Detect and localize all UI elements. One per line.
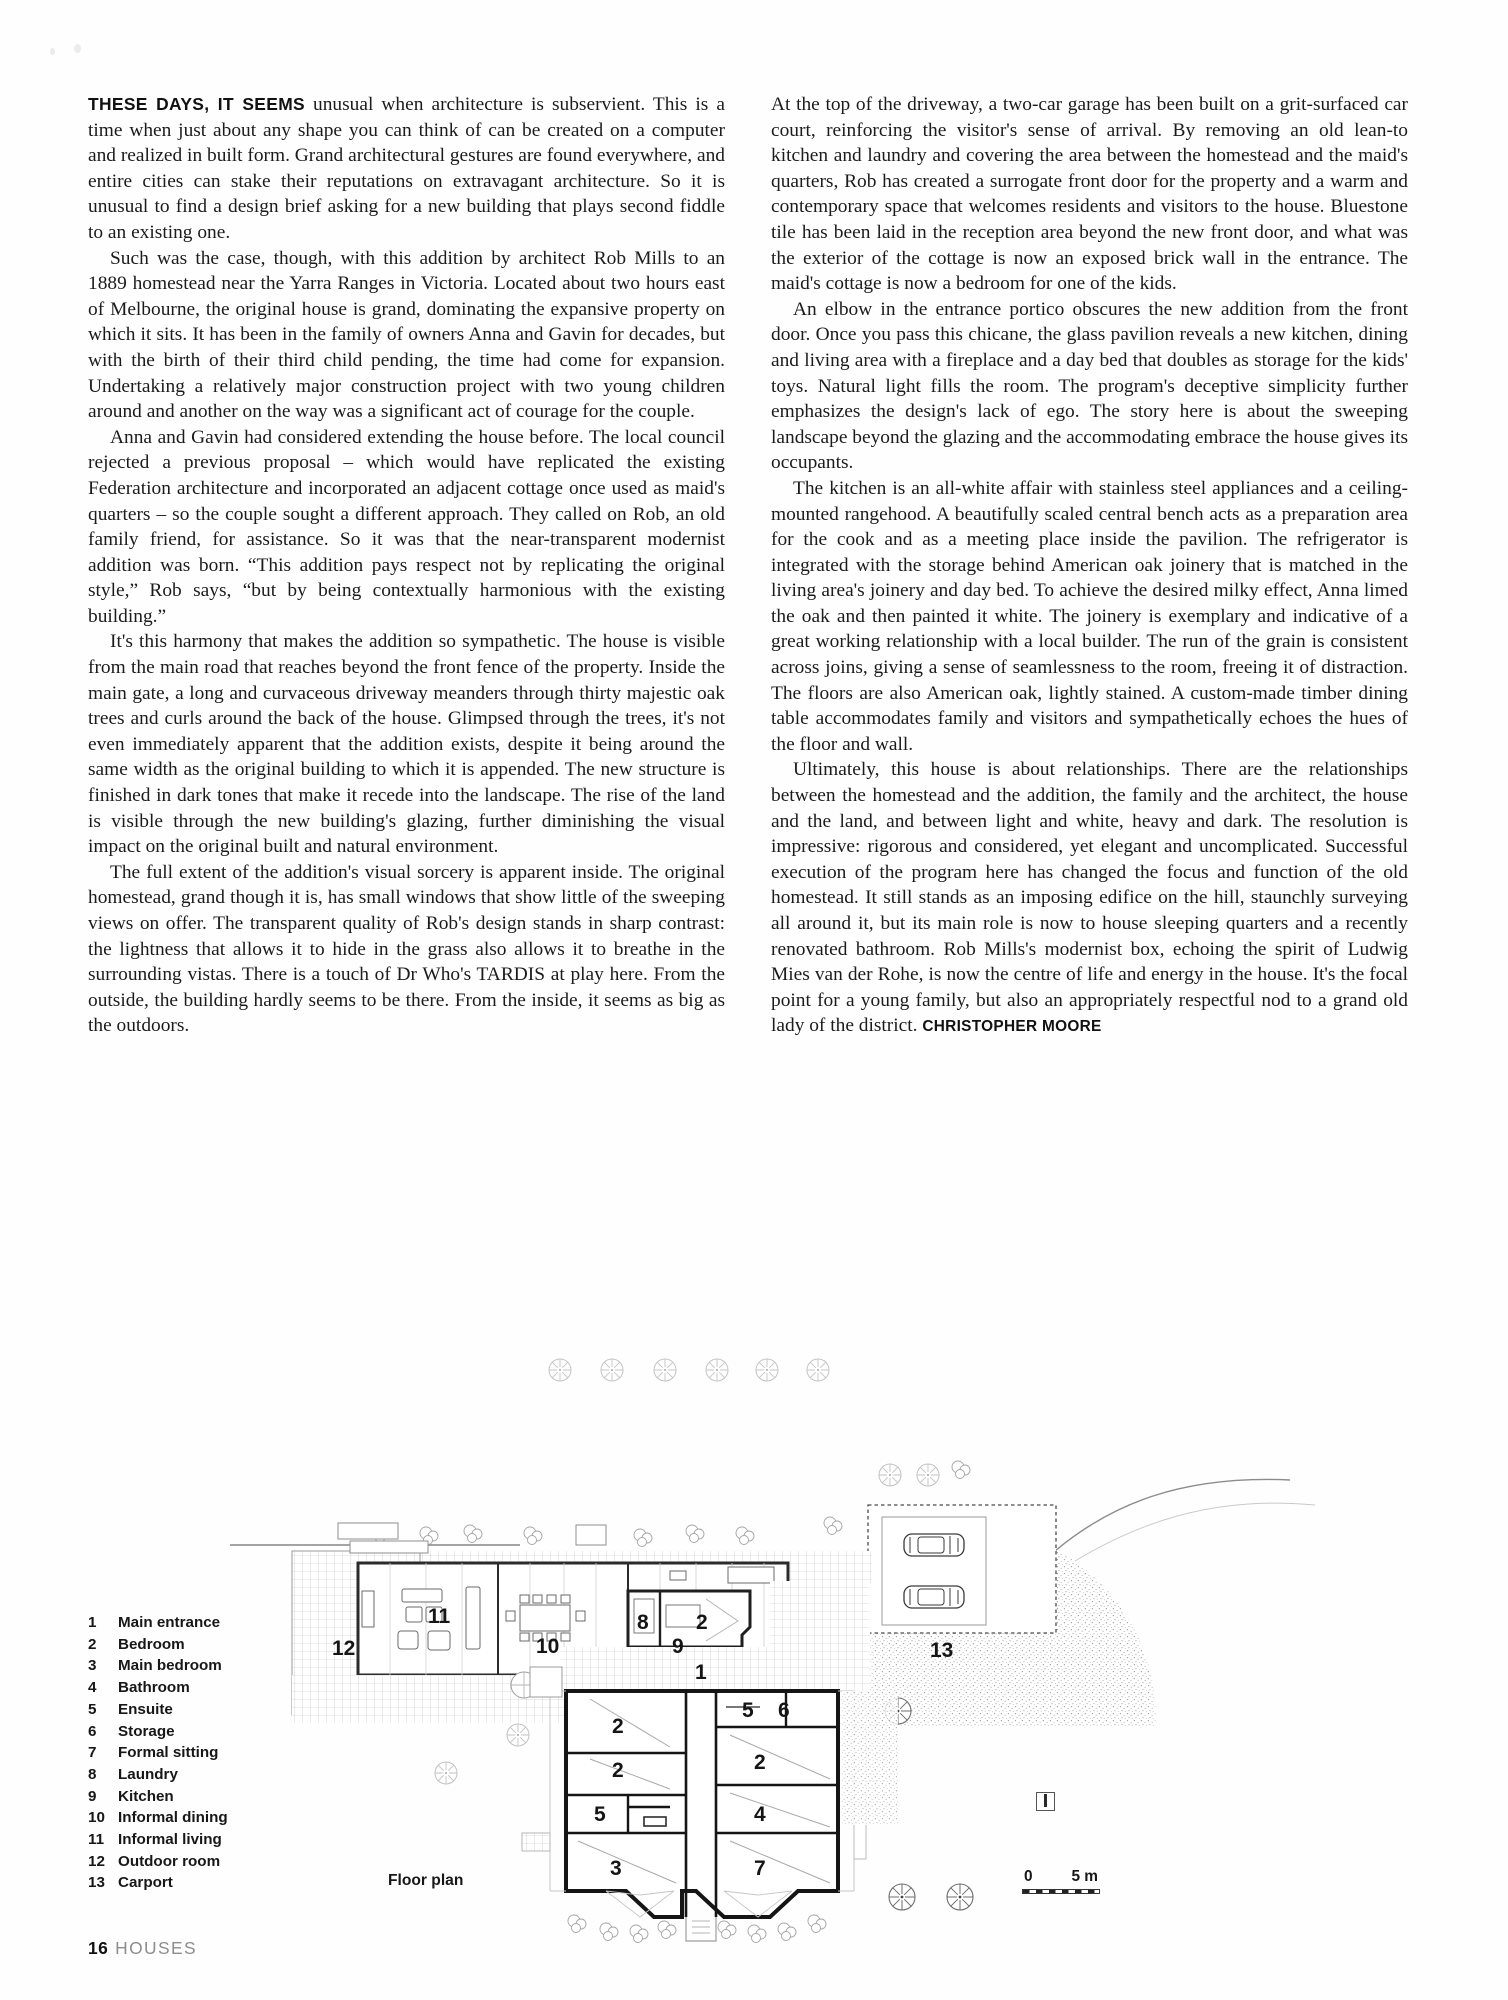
- legend-number: 4: [88, 1679, 97, 1697]
- legend-item: [88, 1742, 228, 1764]
- magazine-name: HOUSES: [115, 1938, 197, 1958]
- legend-item: [88, 1786, 228, 1808]
- legend-label: Main entrance: [118, 1614, 221, 1631]
- legend-number: 5: [88, 1700, 97, 1718]
- plan-label-2a: 2: [696, 1611, 708, 1634]
- plan-label-9: 9: [672, 1635, 684, 1658]
- legend-item: [88, 1721, 228, 1743]
- plan-label-4: 4: [754, 1803, 766, 1826]
- paragraph-text: Ultimately, this house is about relationships. There are the relationships between the homestead and the addition, the family and the architect, the house and the land, and between light and white, heavy and dark. The resolution is impressive: rigorous and considered, yet elegant and uncomplicated. Successful execution of the program here has changed the focus and function of the old homestead. It still stands as an imposing edifice on the hill, staunchly surveying all around it, but its main role is now to house sleeping quarters and a recently renovated bathroom. Rob Mills's modernist box, echoing the spirit of Ludwig Mies van der Rohe, is now the centre of life and energy in the house. It's the focal point for a young family, but also an appropriately respectful nod to a grand old lady of the district.: [771, 759, 1408, 1037]
- legend-number: 9: [88, 1787, 97, 1805]
- legend-label: Ensuite: [118, 1700, 173, 1718]
- plan-label-7: 7: [754, 1857, 766, 1880]
- garage-block: [868, 1505, 1056, 1633]
- author-byline: CHRISTOPHER MOORE: [922, 1018, 1102, 1036]
- legend-label: Laundry: [118, 1765, 178, 1783]
- text-column-right: [771, 92, 1408, 1040]
- legend-number: 7: [88, 1744, 97, 1762]
- plan-label-5b: 5: [742, 1699, 754, 1722]
- legend-number: 13: [88, 1874, 105, 1892]
- legend-number: 3: [88, 1657, 97, 1675]
- east-path: [842, 1691, 898, 1825]
- scale-bar-graphic: [1022, 1889, 1100, 1894]
- plan-caption: Floor plan: [388, 1872, 464, 1889]
- floor-plan-drawing: [230, 1355, 1410, 1955]
- plan-label-2d: 2: [754, 1751, 766, 1774]
- plan-label-10: 10: [536, 1635, 560, 1658]
- page-footer: [88, 1938, 197, 1959]
- garden-shrubs: [568, 1915, 826, 1943]
- plan-label-1: 1: [695, 1661, 707, 1684]
- driveway-edge: [1075, 1503, 1315, 1561]
- homestead-block: [522, 1691, 866, 1941]
- paragraph: Such was the case, though, with this addition by architect Rob Mills to an 1889 homestead near the Yarra Ranges in Victoria. Located about two hours east of Melbourne, the original house is grand, dominating the expansive property on which it sits. It has been in the family of owners Anna and Gavin for decades, but with the birth of their third child pending, the time had come for expansion. Undertaking a relatively major construction project with two young children around and another on the way was a significant act of courage for the couple.: [88, 247, 725, 423]
- legend-label: Informal dining: [118, 1809, 228, 1827]
- legend-number: 1: [88, 1614, 97, 1631]
- plan-label-13: 13: [930, 1639, 954, 1662]
- legend-number: 11: [88, 1831, 105, 1849]
- paragraph: At the top of the driveway, a two-car garage has been built on a grit-surfaced car court, reinforcing the visitor's sense of arrival. By removing an old lean-to kitchen and laundry and covering the area between the homestead and the maid's quarters, Rob has created a surrogate front door for the property and a warm and contemporary space that welcomes residents and visitors to the house. Bluestone tile has been laid in the reception area beyond the new front door, and what was the exterior of the cottage is now an exposed brick wall in the entrance. The maid's cottage is now a bedroom for one of the kids.: [771, 94, 1408, 295]
- legend-label: Bathroom: [118, 1679, 190, 1697]
- tree-row-terrace: [372, 1525, 754, 1547]
- plan-label-12: 12: [332, 1637, 356, 1660]
- legend-item: [88, 1634, 228, 1656]
- text-column-left: [88, 92, 725, 1040]
- north-point-icon: [1036, 1792, 1055, 1811]
- car-symbol: [904, 1534, 964, 1556]
- scale-end: 5 m: [1071, 1868, 1098, 1885]
- plan-label-2b: 2: [612, 1715, 624, 1738]
- legend-item: [88, 1851, 228, 1873]
- car-symbol: [904, 1586, 964, 1608]
- legend-item: [88, 1677, 228, 1699]
- legend-item: [88, 1612, 228, 1634]
- legend-item: [88, 1655, 228, 1677]
- legend-number: 6: [88, 1722, 97, 1740]
- paragraph-text: unusual when architecture is subservient. This is a time when just about any shape you can think of can be created on a computer and realized in built form. Grand architectural gestures are found everywhere, and entire cities can stake their reputations on extravagant architecture. So it is unusual to find a design brief asking for a new building that plays second fiddle to an existing one.: [88, 94, 725, 243]
- article-body: [88, 92, 1408, 1040]
- scale-numbers: [1024, 1868, 1098, 1886]
- plan-label-3: 3: [610, 1857, 622, 1880]
- scan-artifact: [74, 44, 81, 53]
- page-number: 16: [88, 1938, 109, 1958]
- legend-item: [88, 1872, 228, 1894]
- legend-label: Kitchen: [118, 1787, 174, 1805]
- plan-label-8: 8: [637, 1611, 649, 1634]
- paragraph: The kitchen is an all-white affair with stainless steel appliances and a ceiling-mounted rangehood. A beautifully scaled central bench acts as a preparation area for the cook and as a meeting place inside the pavilion. The refrigerator is integrated with the storage behind American oak joinery that is matched in the living area's joinery and day bed. To achieve the desired milky effect, Anna limed the oak and then painted it white. The joinery is exemplary and indicative of a great working relationship with a local builder. The run of the grain is consistent across joins, giving a sense of seamlessness to the room, freeing it of distraction. The floors are also American oak, lightly stained. A custom-made timber dining table accommodates family and visitors and sympathetically echoes the hues of the floor and wall.: [771, 477, 1408, 755]
- paragraph: It's this harmony that makes the addition so sympathetic. The house is visible from the main road that reaches beyond the front fence of the property. Inside the main gate, a long and curvaceous driveway meanders through thirty majestic oak trees and curls around the back of the house. Glimpsed through the trees, it's not even immediately apparent that the addition exists, despite it being around the same width as the original building to which it is appended. The new structure is finished in dark tones that make it recede into the landscape. The rise of the land is visible through the new building's glazing, further diminishing the visual impact on the original built and natural environment.: [88, 631, 725, 858]
- legend-number: 8: [88, 1765, 97, 1783]
- paragraph-with-byline: [771, 757, 1408, 1040]
- tree-row-top: [549, 1359, 829, 1381]
- legend-label: Outdoor room: [118, 1852, 221, 1870]
- legend-number: 2: [88, 1635, 97, 1653]
- floor-plan-legend: [88, 1612, 228, 1894]
- legend-item: [88, 1829, 228, 1851]
- plan-label-2c: 2: [612, 1759, 624, 1782]
- paragraph: An elbow in the entrance portico obscures the new addition from the front door. Once you pass this chicane, the glass pavilion reveals a new kitchen, dining and living area with a fireplace and a day bed that doubles as storage for the kids' toys. Natural light fills the room. The program's deceptive simplicity further emphasizes the design's lack of ego. The story here is about the sweeping landscape beyond the glazing and the accommodating embrace the house gives its occupants.: [771, 298, 1408, 474]
- north-needle: [1044, 1794, 1047, 1807]
- plan-scale-bar: [1022, 1868, 1100, 1894]
- paragraph: [88, 92, 725, 246]
- lead-in-text: THESE DAYS, IT SEEMS: [88, 94, 305, 114]
- legend-label: Informal living: [118, 1831, 222, 1849]
- legend-number: 10: [88, 1809, 105, 1827]
- legend-label: Carport: [118, 1874, 173, 1892]
- legend-item: [88, 1764, 228, 1786]
- paragraph: Anna and Gavin had considered extending the house before. The local council rejected a previous proposal – which would have replicated the existing Federation architecture and incorporated an adjacent cottage once used as maid's quarters – so the couple sought a different approach. They called on Rob, an old family friend, for assistance. So it was that the near-transparent modernist addition was born. “This addition pays respect not by replicating the original style,” Rob says, “but by being contextually harmonious with the existing building.”: [88, 426, 725, 627]
- driveway-curve: [1055, 1479, 1290, 1551]
- scale-start: 0: [1024, 1868, 1033, 1885]
- legend-label: Formal sitting: [118, 1744, 219, 1762]
- paragraph: The full extent of the addition's visual sorcery is apparent inside. The original homestead, grand though it is, has small windows that show little of the sweeping views on offer. The transparent quality of Rob's design stands in sharp contrast: the lightness that allows it to hide in the grass also allows it to breathe in the surrounding vistas. There is a touch of Dr Who's TARDIS at play here. From the outside, the building hardly seems to be there. From the inside, it seems as big as the outdoors.: [88, 861, 725, 1037]
- legend-label: Main bedroom: [118, 1657, 222, 1675]
- legend-item: [88, 1807, 228, 1829]
- legend-item: [88, 1699, 228, 1721]
- legend-label: Bedroom: [118, 1635, 185, 1653]
- scan-artifact: [50, 48, 55, 55]
- legend-label: Storage: [118, 1722, 175, 1740]
- legend-number: 12: [88, 1852, 105, 1870]
- plan-label-5a: 5: [594, 1803, 606, 1826]
- plan-label-11: 11: [428, 1605, 451, 1628]
- plan-label-6: 6: [778, 1699, 790, 1722]
